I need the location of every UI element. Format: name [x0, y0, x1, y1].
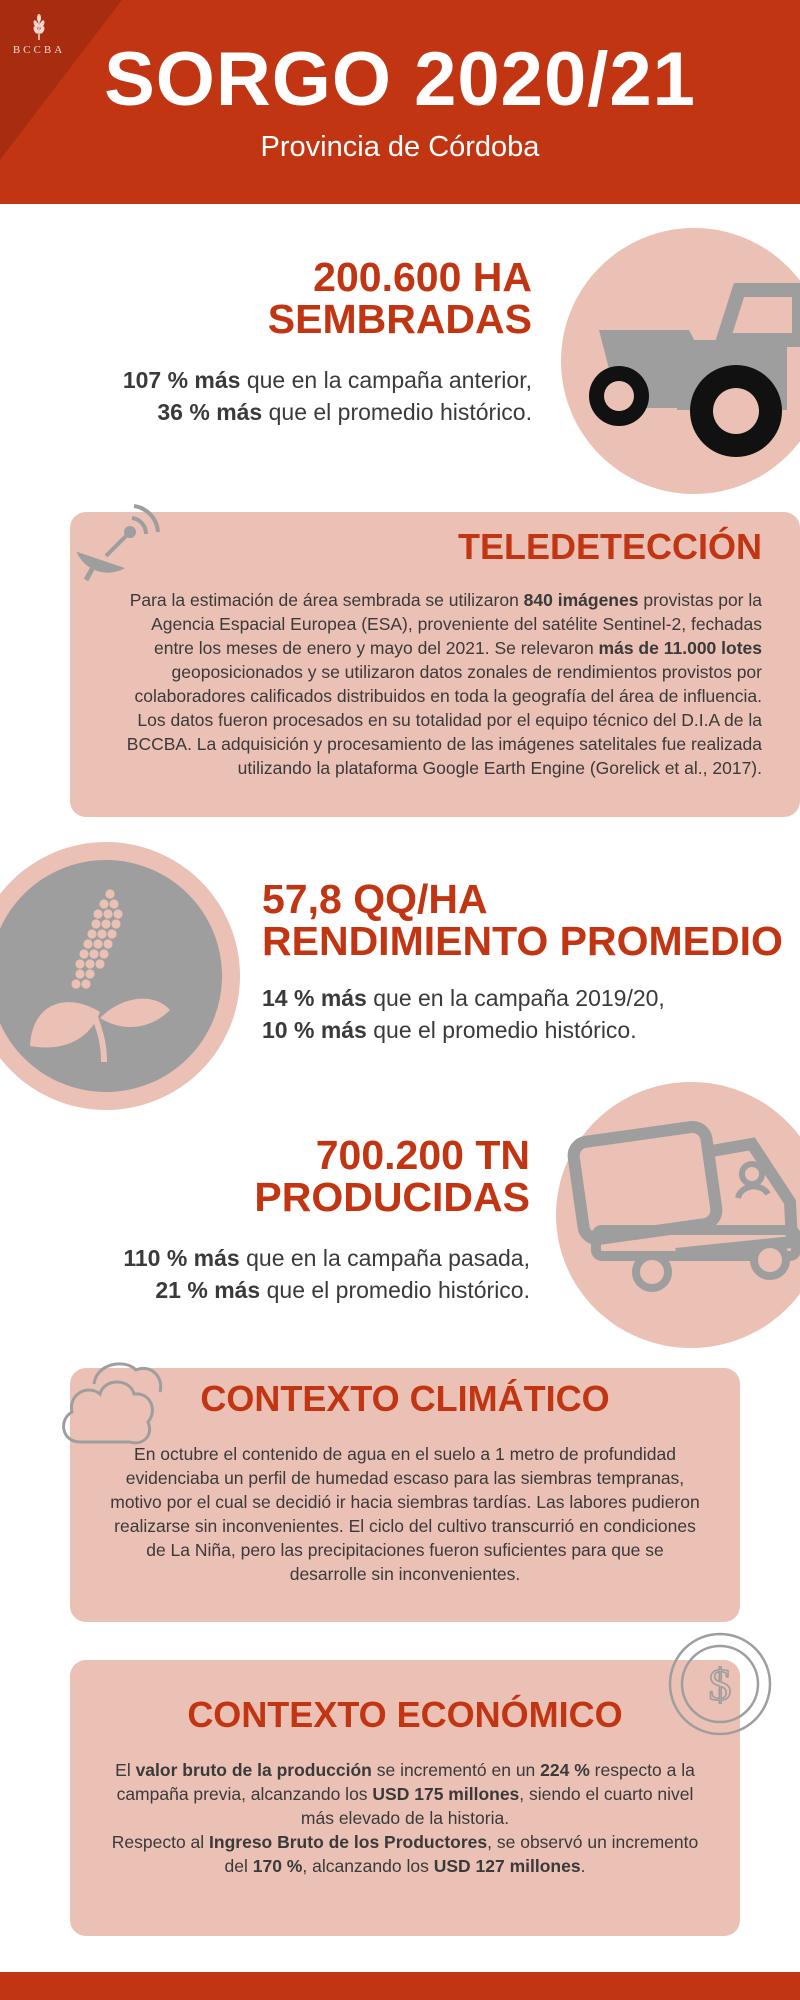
dollar-coin-icon	[666, 1630, 774, 1738]
grain-dot	[81, 979, 90, 988]
grain-dot	[75, 959, 84, 968]
area-stat-line-2: 36 % más que el promedio histórico.	[157, 399, 532, 425]
cloud-icon	[54, 1350, 166, 1460]
sorghum-icon-circle	[0, 842, 240, 1110]
grain-dot	[109, 899, 118, 908]
grain-dot	[75, 969, 84, 978]
area-label: SEMBRADAS	[267, 296, 532, 342]
clima-title: CONTEXTO CLIMÁTICO	[200, 1378, 610, 1419]
logo-text: BCCBA	[12, 44, 66, 56]
page-subtitle: Provincia de Córdoba	[260, 131, 540, 163]
grain-dot	[93, 939, 102, 948]
economico-body: El valor bruto de la producción se incrementó en un 224 % respecto a la campaña previa, alcanzando los USD 175 millones, siendo el cuarto nivel más elevado de la historia. Respecto al Ingreso Bruto de los Productores, se observó un incremento del 170 %, alcanzando los USD 127 millones.	[111, 1760, 699, 1876]
area-value: 200.600 HA	[313, 254, 532, 300]
grain-dot	[85, 969, 94, 978]
produccion-stat-line-2: 21 % más que el promedio histórico.	[155, 1277, 530, 1303]
sorghum-plant-icon	[0, 842, 240, 1110]
area-stat-line-1: 107 % más que en la campaña anterior,	[122, 367, 532, 393]
grain-dot	[107, 929, 116, 938]
rendimiento-stat-line-1: 14 % más que en la campaña 2019/20,	[262, 985, 665, 1011]
grain-dot	[93, 909, 102, 918]
rendimiento-stats	[262, 982, 665, 1046]
area-headline	[268, 256, 532, 340]
grain-dot	[87, 929, 96, 938]
grain-dot	[105, 889, 114, 898]
teledeteccion-title: TELEDETECCIÓN	[457, 526, 762, 567]
rendimiento-label: RENDIMIENTO PROMEDIO	[262, 918, 783, 964]
truck-icon	[556, 1082, 800, 1348]
teledeteccion-body: Para la estimación de área sembrada se utilizaron 840 imágenes provistas por la Agencia Espacial Europea (ESA), proveniente del satélite Sentinel-2, fechadas entre los meses de enero y mayo del 2021. Se relevaron más de 11.000 lotes geoposicionados y se utilizaron datos zonales de rendimientos provistos por colaboradores calificados distribuidos en toda la geografía del área de influencia. Los datos fueron procesados en su totalidad por el equipo técnico del D.I.A de la BCCBA. La adquisición y procesamiento de las imágenes satelitales fue realizada utilizando la plataforma Google Earth Engine (Gorelick et al., 2017).	[126, 590, 762, 778]
grain-dot	[99, 949, 108, 958]
grain-dot	[71, 979, 80, 988]
area-stats	[123, 364, 532, 428]
svg-text:$: $	[708, 1659, 732, 1710]
grain-dot	[103, 939, 112, 948]
teledeteccion-card	[70, 512, 800, 817]
grain-dot	[83, 939, 92, 948]
clima-body: En octubre el contenido de agua en el suelo a 1 metro de profundidad evidenciaba un perfil de humedad escaso para las siembras tempranas, motivo por el cual se decidió ir hacia siembras tardías. Las labores pudieron realizarse sin inconvenientes. El ciclo del cultivo transcurrió en condiciones de La Niña, pero las precipitaciones fueron suficientes para que se desarrolle sin inconvenientes.	[110, 1444, 700, 1584]
rendimiento-headline	[262, 878, 783, 962]
rendimiento-stat-line-2: 10 % más que el promedio histórico.	[262, 1017, 637, 1043]
produccion-stats	[123, 1242, 530, 1306]
rendimiento-value: 57,8 QQ/HA	[262, 876, 488, 922]
grain-dot	[79, 949, 88, 958]
grain-dot	[111, 919, 120, 928]
grain-dot	[99, 899, 108, 908]
clima-card	[70, 1368, 740, 1622]
grain-dot	[97, 929, 106, 938]
footer-bar	[0, 1972, 800, 2000]
grain-dot	[91, 919, 100, 928]
produccion-value: 700.200 TN	[315, 1132, 530, 1178]
header-banner	[0, 0, 800, 204]
economico-title: CONTEXTO ECONÓMICO	[187, 1694, 623, 1735]
satellite-dish-icon	[72, 492, 164, 584]
economico-card	[70, 1660, 740, 1936]
grain-dot	[85, 959, 94, 968]
produccion-headline	[254, 1134, 530, 1218]
grain-dot	[89, 949, 98, 958]
grain-dot	[103, 909, 112, 918]
produccion-label: PRODUCIDAS	[254, 1174, 530, 1220]
tractor-icon	[561, 228, 800, 494]
grain-dot	[95, 959, 104, 968]
grain-dot	[113, 909, 122, 918]
tractor-icon-circle	[561, 228, 800, 494]
grain-dot	[101, 919, 110, 928]
truck-icon-circle	[556, 1082, 800, 1348]
page-title: SORGO 2020/21	[104, 37, 696, 122]
produccion-stat-line-1: 110 % más que en la campaña pasada,	[123, 1245, 530, 1271]
